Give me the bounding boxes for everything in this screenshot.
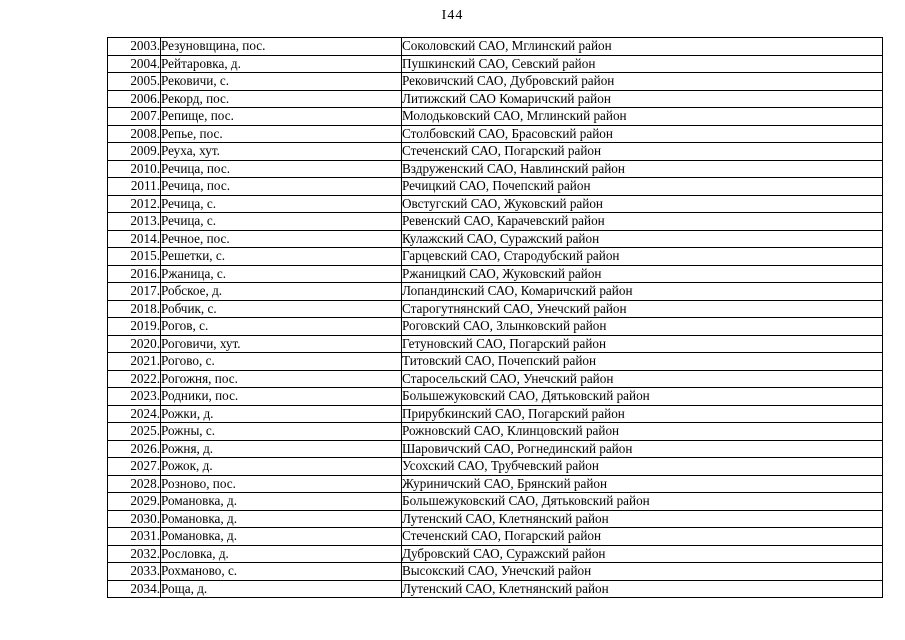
settlement-name: Решетки, с. <box>161 248 402 266</box>
table-row <box>108 300 883 318</box>
row-number: 2009. <box>108 143 161 161</box>
administrative-unit: Лутенский САО, Клетнянский район <box>402 580 883 598</box>
table-row <box>108 423 883 441</box>
settlement-name: Роговичи, хут. <box>161 335 402 353</box>
settlement-name: Речица, с. <box>161 213 402 231</box>
administrative-unit: Пушкинский САО, Севский район <box>402 55 883 73</box>
settlement-name: Рохманово, с. <box>161 563 402 581</box>
row-number: 2015. <box>108 248 161 266</box>
settlement-name: Романовка, д. <box>161 510 402 528</box>
settlement-name: Речица, пос. <box>161 178 402 196</box>
administrative-unit: Кулажский САО, Суражский район <box>402 230 883 248</box>
table-row <box>108 510 883 528</box>
row-number: 2011. <box>108 178 161 196</box>
settlement-name: Ржаница, с. <box>161 265 402 283</box>
settlement-name: Роща, д. <box>161 580 402 598</box>
table-row <box>108 213 883 231</box>
settlement-name: Репье, пос. <box>161 125 402 143</box>
row-number: 2010. <box>108 160 161 178</box>
row-number: 2034. <box>108 580 161 598</box>
row-number: 2023. <box>108 388 161 406</box>
administrative-unit: Журиничский САО, Брянский район <box>402 475 883 493</box>
settlement-name: Рогов, с. <box>161 318 402 336</box>
row-number: 2018. <box>108 300 161 318</box>
settlement-name: Робчик, с. <box>161 300 402 318</box>
row-number: 2016. <box>108 265 161 283</box>
settlement-name: Романовка, д. <box>161 493 402 511</box>
table-row <box>108 143 883 161</box>
table-row <box>108 563 883 581</box>
settlement-name: Рожки, д. <box>161 405 402 423</box>
row-number: 2029. <box>108 493 161 511</box>
administrative-unit: Овстугский САО, Жуковский район <box>402 195 883 213</box>
settlement-name: Розново, пос. <box>161 475 402 493</box>
table-row <box>108 528 883 546</box>
administrative-unit: Вздруженский САО, Навлинский район <box>402 160 883 178</box>
table-row <box>108 335 883 353</box>
table-row <box>108 440 883 458</box>
settlement-name: Реуха, хут. <box>161 143 402 161</box>
table-row <box>108 160 883 178</box>
row-number: 2012. <box>108 195 161 213</box>
table-row <box>108 405 883 423</box>
row-number: 2025. <box>108 423 161 441</box>
settlement-name: Рейтаровка, д. <box>161 55 402 73</box>
settlement-name: Рожны, с. <box>161 423 402 441</box>
settlement-name: Рогово, с. <box>161 353 402 371</box>
row-number: 2030. <box>108 510 161 528</box>
settlement-name: Рожня, д. <box>161 440 402 458</box>
row-number: 2022. <box>108 370 161 388</box>
administrative-unit: Дубровский САО, Суражский район <box>402 545 883 563</box>
administrative-unit: Старосельский САО, Унечский район <box>402 370 883 388</box>
administrative-unit: Литижский САО Комаричский район <box>402 90 883 108</box>
row-number: 2019. <box>108 318 161 336</box>
administrative-unit: Соколовский САО, Мглинский район <box>402 38 883 56</box>
table-row <box>108 248 883 266</box>
table-row <box>108 38 883 56</box>
administrative-unit: Большежуковский САО, Дятьковский район <box>402 388 883 406</box>
row-number: 2026. <box>108 440 161 458</box>
administrative-unit: Молодьковский САО, Мглинский район <box>402 108 883 126</box>
settlement-name: Робское, д. <box>161 283 402 301</box>
table-row <box>108 90 883 108</box>
row-number: 2027. <box>108 458 161 476</box>
table-row <box>108 125 883 143</box>
settlement-name: Резуновщина, пос. <box>161 38 402 56</box>
table-row <box>108 265 883 283</box>
settlement-name: Речица, пос. <box>161 160 402 178</box>
administrative-unit: Гетуновский САО, Погарский район <box>402 335 883 353</box>
table-row <box>108 475 883 493</box>
row-number: 2028. <box>108 475 161 493</box>
settlement-name: Рожок, д. <box>161 458 402 476</box>
table-row <box>108 493 883 511</box>
settlement-name: Речное, пос. <box>161 230 402 248</box>
settlement-name: Рекорд, пос. <box>161 90 402 108</box>
administrative-unit: Прирубкинский САО, Погарский район <box>402 405 883 423</box>
table-body <box>108 38 883 598</box>
table-row <box>108 388 883 406</box>
table-row <box>108 230 883 248</box>
administrative-unit: Гарцевский САО, Стародубский район <box>402 248 883 266</box>
row-number: 2013. <box>108 213 161 231</box>
row-number: 2020. <box>108 335 161 353</box>
table-row <box>108 353 883 371</box>
settlement-name: Рословка, д. <box>161 545 402 563</box>
administrative-unit: Большежуковский САО, Дятьковский район <box>402 493 883 511</box>
table-row <box>108 318 883 336</box>
administrative-unit: Лопандинский САО, Комаричский район <box>402 283 883 301</box>
administrative-unit: Стеченский САО, Погарский район <box>402 528 883 546</box>
administrative-unit: Ржаницкий САО, Жуковский район <box>402 265 883 283</box>
row-number: 2007. <box>108 108 161 126</box>
administrative-unit: Столбовский САО, Брасовский район <box>402 125 883 143</box>
settlements-table <box>107 37 883 598</box>
row-number: 2006. <box>108 90 161 108</box>
administrative-unit: Ревенский САО, Карачевский район <box>402 213 883 231</box>
table-row <box>108 580 883 598</box>
row-number: 2003. <box>108 38 161 56</box>
row-number: 2004. <box>108 55 161 73</box>
administrative-unit: Высокский САО, Унечский район <box>402 563 883 581</box>
table-row <box>108 108 883 126</box>
row-number: 2033. <box>108 563 161 581</box>
administrative-unit: Старогутнянский САО, Унечский район <box>402 300 883 318</box>
table-row <box>108 370 883 388</box>
administrative-unit: Стеченский САО, Погарский район <box>402 143 883 161</box>
settlement-name: Речица, с. <box>161 195 402 213</box>
table-row <box>108 458 883 476</box>
row-number: 2021. <box>108 353 161 371</box>
settlement-name: Рековичи, с. <box>161 73 402 91</box>
row-number: 2014. <box>108 230 161 248</box>
administrative-unit: Рожновский САО, Клинцовский район <box>402 423 883 441</box>
row-number: 2024. <box>108 405 161 423</box>
administrative-unit: Роговский САО, Злынковский район <box>402 318 883 336</box>
administrative-unit: Лутенский САО, Клетнянский район <box>402 510 883 528</box>
row-number: 2031. <box>108 528 161 546</box>
row-number: 2017. <box>108 283 161 301</box>
page-number: I44 <box>441 8 464 23</box>
settlement-name: Репище, пос. <box>161 108 402 126</box>
administrative-unit: Усохский САО, Трубчевский район <box>402 458 883 476</box>
row-number: 2008. <box>108 125 161 143</box>
settlement-name: Родники, пос. <box>161 388 402 406</box>
table-row <box>108 73 883 91</box>
row-number: 2032. <box>108 545 161 563</box>
table-row <box>108 283 883 301</box>
table-row <box>108 545 883 563</box>
settlement-name: Романовка, д. <box>161 528 402 546</box>
table-row <box>108 55 883 73</box>
table-row <box>108 195 883 213</box>
administrative-unit: Речицкий САО, Почепский район <box>402 178 883 196</box>
administrative-unit: Рековичский САО, Дубровский район <box>402 73 883 91</box>
row-number: 2005. <box>108 73 161 91</box>
administrative-unit: Титовский САО, Почепский район <box>402 353 883 371</box>
settlement-name: Рогожня, пос. <box>161 370 402 388</box>
administrative-unit: Шаровичский САО, Рогнединский район <box>402 440 883 458</box>
table-row <box>108 178 883 196</box>
